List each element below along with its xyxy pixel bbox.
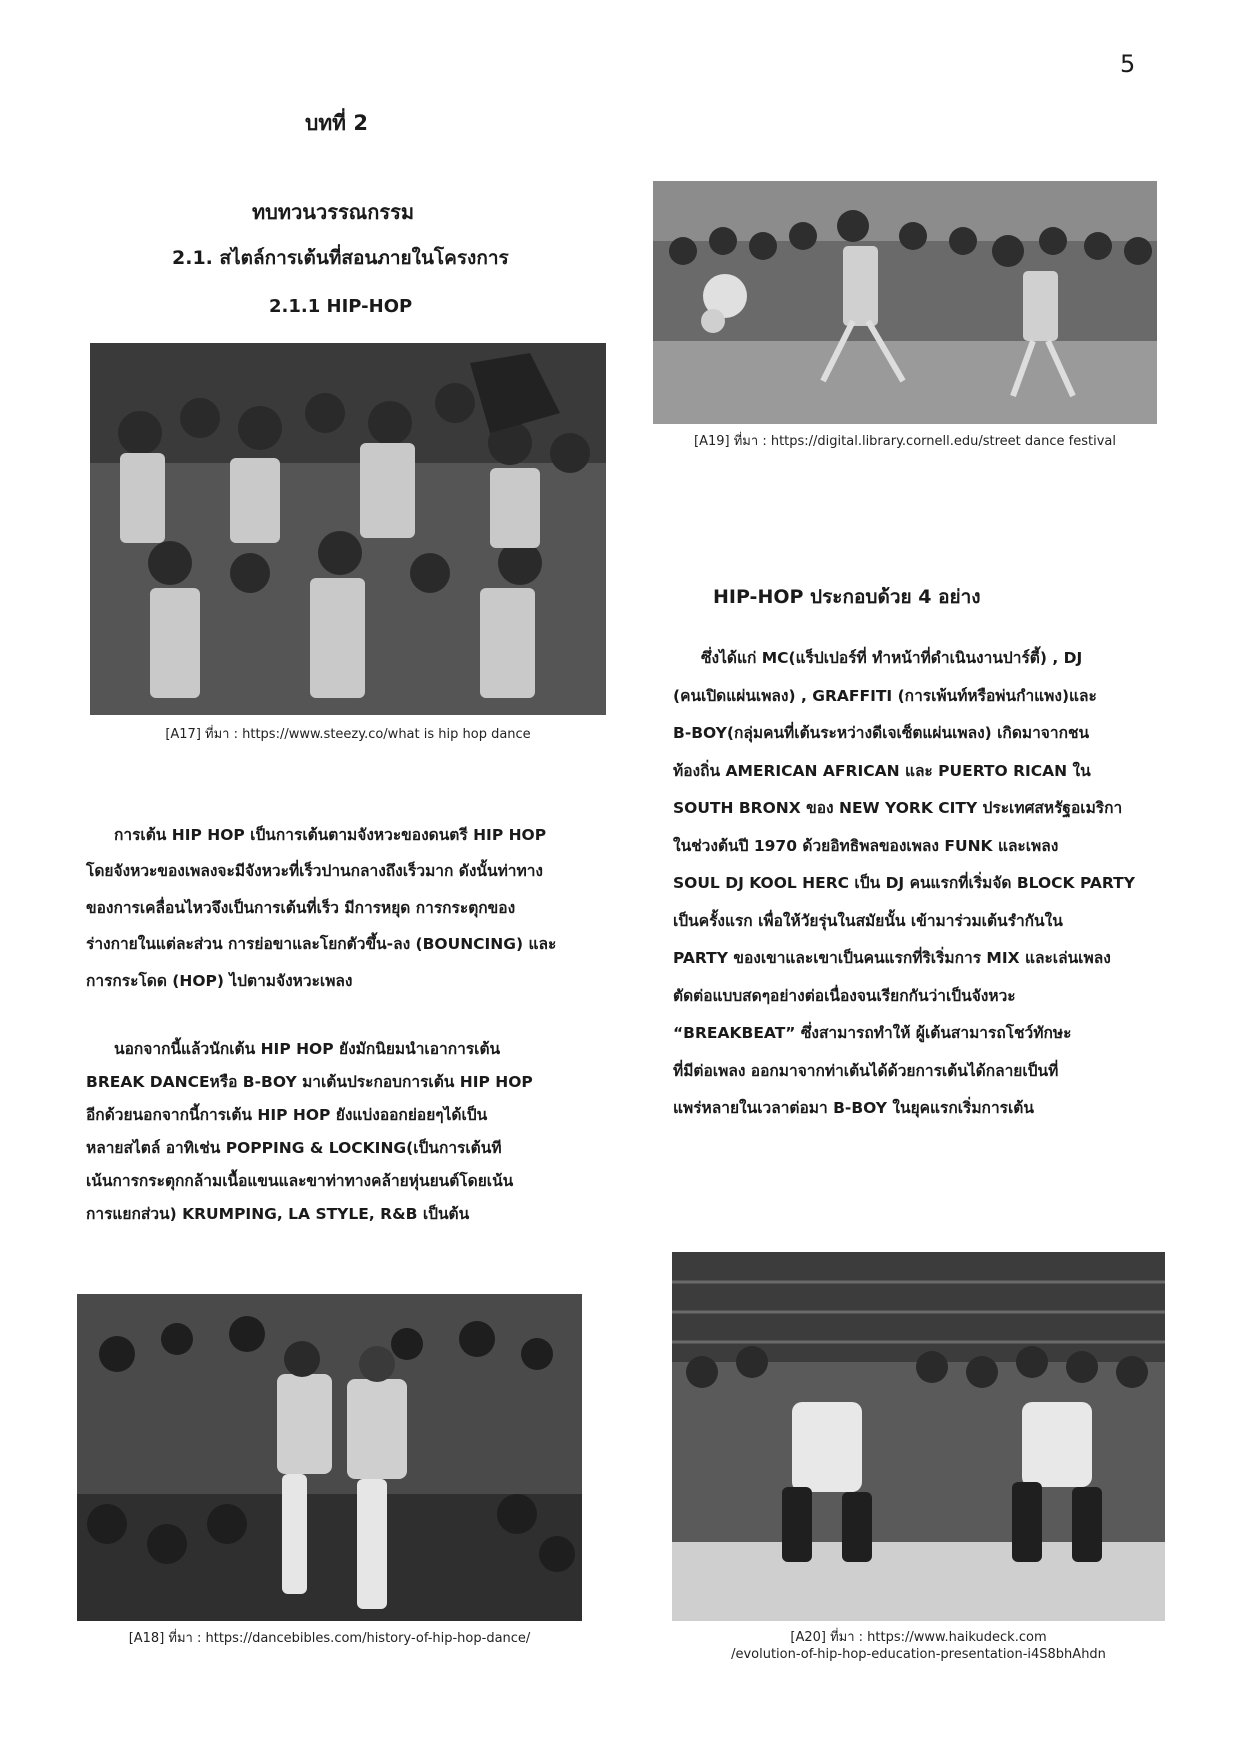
right-para-line: ท้องถิ่น AMERICAN AFRICAN และ PUERTO RICAN ใน [673, 761, 1091, 780]
left-paragraph-1 [86, 817, 606, 999]
right-column-heading: HIP-HOP ประกอบด้วย 4 อย่าง [713, 586, 981, 608]
left-para-line: การเต้น HIP HOP เป็นการเต้นตามจังหวะของดนตรี HIP HOP [114, 826, 547, 844]
photo-a19-street-dance [653, 181, 1157, 424]
caption-a20-line2: /evolution-of-hip-hop-education-presentation-i4S8bhAhdn [731, 1647, 1106, 1662]
left-para-line: ของการเคลื่อนไหวจึงเป็นการเต้นที่เร็ว มีการหยุด การกระตุกของ [86, 898, 516, 917]
caption-a20-line1: [A20] ที่มา : https://www.haikudeck.com [790, 1630, 1047, 1645]
left-para-line: นอกจากนี้แล้วนักเต้น HIP HOP ยังมักนิยมนำเอาการเต้น [114, 1040, 501, 1058]
left-para-line: การแยกส่วน) KRUMPING, LA STYLE, R&B เป็นต้น [86, 1205, 470, 1223]
right-para-line: SOUL DJ KOOL HERC เป็น DJ คนแรกที่เริ่มจัด BLOCK PARTY [673, 874, 1135, 892]
right-para-line: ซึ่งได้แก่ MC(แร็ปเปอร์ที่ ทำหน้าที่ดำเนินงานปาร์ตี้) , DJ [701, 649, 1083, 667]
section-heading: 2.1. สไตล์การเต้นที่สอนภายในโครงการ [172, 247, 509, 269]
right-column-paragraph [673, 640, 1159, 1128]
left-para-line: BREAK DANCEหรือ B-BOY มาเต้นประกอบการเต้น HIP HOP [86, 1073, 533, 1091]
right-para-line: B-BOY(กลุ่มคนที่เต้นระหว่างดีเจเซ็ตแผ่นเพลง) เกิดมาจากชน [673, 724, 1090, 742]
left-para-line: หลายสไตล์ อาทิเช่น POPPING & LOCKING(เป็นการเต้นที [86, 1139, 502, 1157]
caption-a17: [A17] ที่มา : https://www.steezy.co/what is hip hop dance [165, 727, 531, 742]
right-para-line: (คนเปิดแผ่นเพลง) , GRAFFITI (การเพ้นท์หรือพ่นกำแพง)และ [673, 686, 1097, 705]
left-para-line: ร่างกายในแต่ละส่วน การย่อขาและโยกตัวขึ้น-ลง (BOUNCING) และ [86, 935, 557, 954]
right-para-line: เป็นครั้งแรก เพื่อให้วัยรุ่นในสมัยนั้น เข้ามาร่วมเต้นรำกันใน [673, 911, 1063, 930]
left-para-line: โดยจังหวะของเพลงจะมีจังหวะที่เร็วปานกลางถึงเร็วมาก ดังนั้นท่าทาง [86, 862, 544, 881]
right-para-line: PARTY ของเขาและเขาเป็นคนแรกที่ริเริ่มการ MIX และเล่นเพลง [673, 949, 1111, 967]
left-paragraph-2 [86, 1033, 606, 1231]
left-para-line: อีกด้วยนอกจากนี้การเต้น HIP HOP ยังแบ่งออกย่อยๆได้เป็น [86, 1106, 488, 1124]
right-para-line: “BREAKBEAT” ซึ่งสามารถทำให้ ผู้เต้นสามารถโชว์ทักษะ [673, 1024, 1072, 1042]
literature-review-heading: ทบทวนวรรณกรรม [252, 200, 415, 224]
photo-a20-breakdance [672, 1252, 1165, 1621]
caption-a18: [A18] ที่มา : https://dancebibles.com/history-of-hip-hop-dance/ [128, 1631, 531, 1646]
right-para-line: SOUTH BRONX ของ NEW YORK CITY ประเทศสหรัฐอเมริกา [673, 799, 1123, 817]
photo-a17-crew [90, 343, 606, 715]
right-para-line: ตัดต่อแบบสดๆอย่างต่อเนื่องจนเรียกกันว่าเป็นจังหวะ [673, 986, 1016, 1005]
right-para-line: แพร่หลายในเวลาต่อมา B-BOY ในยุคแรกเริ่มการเต้น [673, 1099, 1034, 1117]
right-para-line: ในช่วงต้นปี 1970 ด้วยอิทธิพลของเพลง FUNK และเพลง [673, 836, 1059, 855]
page-number: 5 [1120, 50, 1136, 78]
right-para-line: ที่มีต่อเพลง ออกมาจากท่าเต้นได้ด้วยการเต้นได้กลายเป็นที่ [673, 1061, 1059, 1080]
subsection-heading: 2.1.1 HIP-HOP [269, 296, 413, 317]
caption-a19: [A19] ที่มา : https://digital.library.cornell.edu/street dance festival [694, 434, 1116, 449]
left-para-line: เน้นการกระตุกกล้ามเนื้อแขนและขาท่าทางคล้ายหุ่นยนต์โดยเน้น [86, 1172, 514, 1190]
chapter-title: บทที่ 2 [305, 111, 368, 135]
left-para-line: การกระโดด (HOP) ไปตามจังหวะเพลง [86, 971, 353, 990]
photo-a18-dance-circle [77, 1294, 582, 1621]
